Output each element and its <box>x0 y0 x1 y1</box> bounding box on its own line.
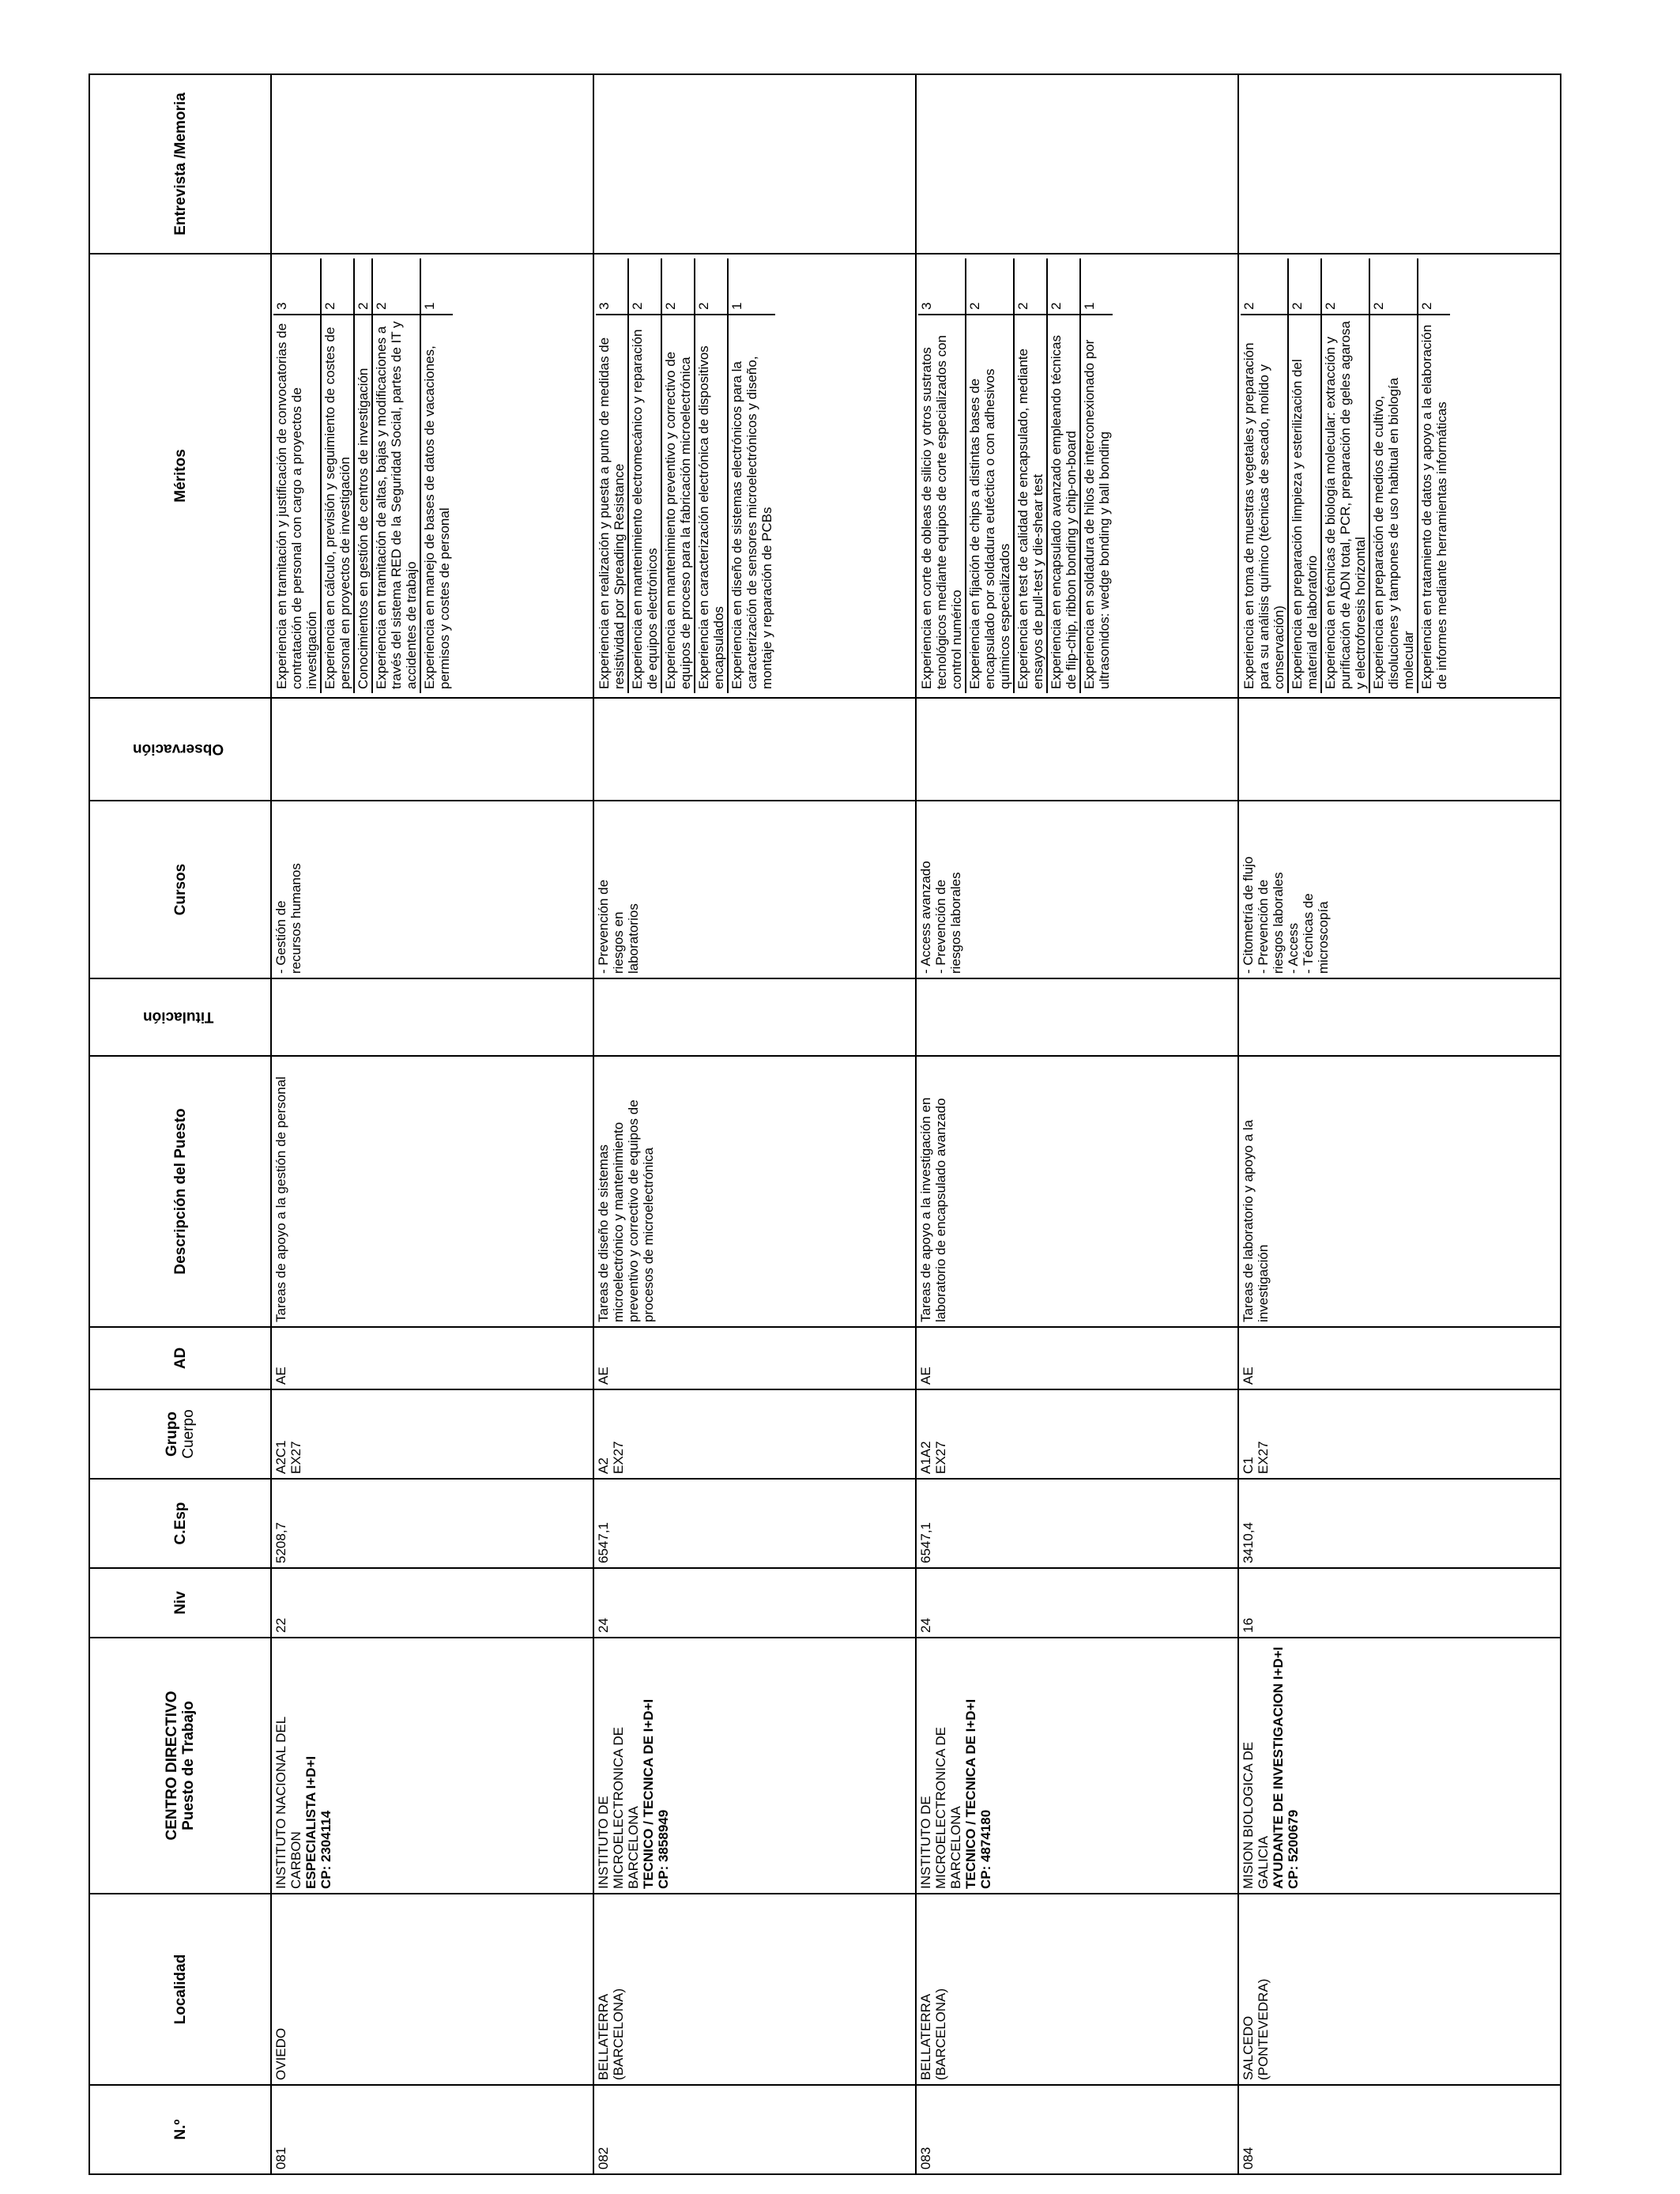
merito-text: Experiencia en tramitación de altas, bajas y modificaciones a través del sistema RED de la Seguridad Social, partes de IT y accidentes de trabajo <box>372 315 420 693</box>
merito-item <box>1080 258 1113 693</box>
cuerpo-value: EX27 <box>611 1441 626 1474</box>
merito-item <box>1369 258 1418 693</box>
table-row <box>271 74 593 2174</box>
merito-text: Experiencia en corte de obleas de silicio y otros sustratos tecnológicos mediante equipos de corte especializados con control numérico <box>918 315 966 693</box>
merito-text: Experiencia en mantenimiento preventivo y correctivo de equipos de proceso para la fabricación microelectrónica <box>661 315 695 693</box>
grupo-cell <box>271 1389 593 1479</box>
localidad-cell <box>916 1894 1238 2085</box>
localidad-line: BELLATERRA <box>596 1993 611 2080</box>
merito-text: Experiencia en preparación de medios de cultivo, disoluciones y tampones de uso habitual en biología molecular <box>1369 315 1418 693</box>
merito-item <box>420 258 453 693</box>
table-body <box>271 74 1561 2174</box>
header-cursos: Cursos <box>89 801 271 978</box>
meritos-cell <box>916 254 1238 698</box>
merito-text: Experiencia en fijación de chips a distintas bases de encapsulado por soldadura eutéctica o con adhesivos químicos especializados <box>966 315 1014 693</box>
curso-line: - Técnicas de <box>1301 893 1316 974</box>
header-cesp: C.Esp <box>89 1479 271 1568</box>
ad-cell: AE <box>593 1327 916 1389</box>
observacion-cell <box>271 698 593 801</box>
merito-text: Experiencia en diseño de sistemas electrónicos para la caracterización de sensores microelectrónicos y diseño, montaje y reparación de PCBs <box>728 315 775 693</box>
titulacion-cell <box>271 978 593 1056</box>
row-number: 081 <box>271 2085 593 2174</box>
localidad-line: OVIEDO <box>273 2027 288 2080</box>
merito-points: 3 <box>596 258 628 315</box>
curso-line: - Gestión de <box>273 900 288 974</box>
header-ad: AD <box>89 1327 271 1389</box>
merito-item <box>966 258 1014 693</box>
centro-line: INSTITUTO DE <box>596 1796 611 1889</box>
curso-line: riesgos en <box>611 911 626 974</box>
entrevista-cell <box>271 74 593 254</box>
entrevista-cell <box>593 74 916 254</box>
merito-text: Experiencia en manejo de bases de datos de vacaciones, permisos y costes de personal <box>420 315 453 693</box>
complemento-cell: 3410,4 <box>1238 1479 1561 1568</box>
grupo-value: C1 <box>1241 1457 1256 1474</box>
centro-cell <box>271 1638 593 1894</box>
header-centro <box>89 1638 271 1894</box>
merito-points: 1 <box>422 302 437 310</box>
localidad-line: (BARCELONA) <box>933 1988 948 2080</box>
centro-line: BARCELONA <box>626 1806 641 1889</box>
merito-item <box>354 258 372 693</box>
merito-item <box>1288 258 1321 693</box>
localidad-line: SALCEDO <box>1241 2015 1256 2080</box>
entrevista-cell <box>1238 74 1561 254</box>
merito-text: Experiencia en cálculo, previsión y seguimiento de costes de personal en proyectos de investigación <box>321 315 354 693</box>
curso-line: laboratorios <box>626 903 641 974</box>
merito-points: 2 <box>661 258 695 315</box>
header-titulacion <box>89 978 271 1056</box>
header-centro-directivo: CENTRO DIRECTIVO <box>164 1691 180 1841</box>
merito-item <box>1321 258 1369 693</box>
centro-line: INSTITUTO DE <box>918 1796 933 1889</box>
merito-text: Experiencia en tramitación y justificación de convocatorias de contratación de personal con cargo a proyectos de investigación <box>273 315 321 693</box>
merito-item <box>628 258 661 693</box>
header-entrevista: Entrevista /Memoria <box>89 74 271 254</box>
header-niv: Niv <box>89 1568 271 1638</box>
curso-line: riesgos laborales <box>1271 872 1286 974</box>
complemento-cell: 6547,1 <box>593 1479 916 1568</box>
observacion-cell <box>1238 698 1561 801</box>
merito-text: Experiencia en caracterización electrónica de dispositivos encapsulados <box>695 315 728 693</box>
grupo-cell <box>916 1389 1238 1479</box>
merito-points: 2 <box>1419 302 1434 310</box>
merito-points: 2 <box>1288 258 1321 315</box>
centro-line: INSTITUTO NACIONAL DEL <box>273 1716 288 1889</box>
table-row <box>1238 74 1561 2174</box>
meritos-list <box>918 258 1113 693</box>
meritos-cell <box>593 254 916 698</box>
merito-points: 2 <box>354 258 372 315</box>
localidad-line: BELLATERRA <box>918 1993 933 2080</box>
centro-line: MICROELECTRONICA DE <box>611 1727 626 1889</box>
meritos-list <box>596 258 775 693</box>
merito-item <box>1241 258 1288 693</box>
table-row <box>916 74 1238 2174</box>
cursos-cell <box>1238 801 1561 978</box>
curso-line: - Citometría de flujo <box>1241 856 1256 974</box>
merito-points: 1 <box>729 302 744 310</box>
localidad-cell <box>593 1894 916 2085</box>
merito-text: Experiencia en mantenimiento electromecánico y reparación de equipos electrónicos <box>628 315 661 693</box>
titulacion-cell <box>593 978 916 1056</box>
header-meritos: Méritos <box>89 254 271 698</box>
localidad-line: (PONTEVEDRA) <box>1256 1978 1271 2080</box>
descripcion-cell: Tareas de apoyo a la investigación en laboratorio de encapsulado avanzado <box>916 1056 1238 1327</box>
nivel-cell: 24 <box>916 1568 1238 1638</box>
ad-cell: AE <box>1238 1327 1561 1389</box>
merito-points: 2 <box>1369 258 1418 315</box>
descripcion-cell: Tareas de apoyo a la gestión de personal <box>271 1056 593 1327</box>
cuerpo-value: EX27 <box>288 1441 303 1474</box>
header-grupo <box>89 1389 271 1479</box>
curso-line: - Prevención de <box>596 879 611 974</box>
curso-line: - Prevención de <box>933 879 948 974</box>
header-grupo-label: Grupo <box>164 1412 180 1457</box>
merito-item <box>728 258 775 693</box>
localidad-line: (BARCELONA) <box>611 1988 626 2080</box>
merito-text: Conocimientos en gestión de centros de investigación <box>354 315 372 693</box>
curso-line: recursos humanos <box>288 863 303 974</box>
header-descripcion: Descripción del Puesto <box>89 1056 271 1327</box>
nivel-cell: 22 <box>271 1568 593 1638</box>
header-num: N.º <box>89 2085 271 2174</box>
complemento-cell: 6547,1 <box>916 1479 1238 1568</box>
nivel-cell: 24 <box>593 1568 916 1638</box>
merito-points: 2 <box>695 258 728 315</box>
centro-line: GALICIA <box>1256 1835 1271 1889</box>
header-row <box>89 74 271 2174</box>
merito-text: Experiencia en soldadura de hilos de interconexionado por ultrasonidos: wedge bonding y ball bonding <box>1080 315 1113 693</box>
centro-cell <box>916 1638 1238 1894</box>
header-localidad: Localidad <box>89 1894 271 2085</box>
merito-item <box>372 258 420 693</box>
merito-points: 2 <box>966 258 1014 315</box>
curso-line: - Prevención de <box>1256 879 1271 974</box>
cursos-cell <box>593 801 916 978</box>
merito-points: 2 <box>1241 258 1288 315</box>
merito-points: 2 <box>372 258 420 315</box>
merito-points: 3 <box>918 258 966 315</box>
merito-points: 2 <box>321 258 354 315</box>
cursos-cell <box>271 801 593 978</box>
merito-text: Experiencia en preparación limpieza y esterilización del material de laboratorio <box>1288 315 1321 693</box>
puesto-title: TECNICO / TECNICA DE I+D+I <box>963 1698 978 1889</box>
header-cuerpo-label: Cuerpo <box>180 1409 197 1459</box>
meritos-cell <box>271 254 593 698</box>
titulacion-cell <box>916 978 1238 1056</box>
puesto-title: ESPECIALISTA I+D+I <box>303 1755 318 1889</box>
curso-line: - Access avanzado <box>918 861 933 974</box>
grupo-value: A1A2 <box>918 1441 933 1474</box>
complemento-cell: 5208,7 <box>271 1479 593 1568</box>
meritos-cell <box>1238 254 1561 698</box>
cuerpo-value: EX27 <box>1256 1441 1271 1474</box>
titulacion-cell <box>1238 978 1561 1056</box>
cursos-cell <box>916 801 1238 978</box>
merito-points: 2 <box>1047 258 1080 315</box>
cp-code: CP: 4874180 <box>978 1809 993 1889</box>
merito-item <box>273 258 321 693</box>
row-number: 082 <box>593 2085 916 2174</box>
cuerpo-value: EX27 <box>933 1441 948 1474</box>
grupo-cell <box>593 1389 916 1479</box>
merito-item <box>1418 258 1450 693</box>
meritos-list <box>273 258 453 693</box>
merito-text: Experiencia en técnicas de biología molecular: extracción y purificación de ADN total, PCR, preparación de geles agarosa y electroforesis horizontal <box>1321 315 1369 693</box>
header-observacion-label: Observación <box>132 741 224 758</box>
merito-item <box>695 258 728 693</box>
header-titulacion-label: Titulación <box>142 1008 214 1026</box>
merito-text: Experiencia en realización y puesta a punto de medidas de resistividad por Spreading Resistance <box>596 315 628 693</box>
centro-line: BARCELONA <box>948 1806 963 1889</box>
localidad-cell <box>1238 1894 1561 2085</box>
centro-cell <box>593 1638 916 1894</box>
merito-item <box>661 258 695 693</box>
localidad-cell <box>271 1894 593 2085</box>
centro-line: MICROELECTRONICA DE <box>933 1727 948 1889</box>
centro-line: CARBON <box>288 1831 303 1889</box>
merito-points: 2 <box>1321 258 1369 315</box>
cp-code: CP: 2304114 <box>318 1810 333 1889</box>
merito-points: 2 <box>628 258 661 315</box>
merito-text: Experiencia en test de calidad de encapsulado, mediante ensayos de pull-test y die-shear test <box>1014 315 1047 693</box>
merito-item <box>596 258 628 693</box>
grupo-value: A2 <box>596 1457 611 1474</box>
merito-text: Experiencia en toma de muestras vegetales y preparación para su análisis químico (técnicas de secado, molido y conservación) <box>1241 315 1288 693</box>
cp-code: CP: 5200679 <box>1286 1809 1301 1889</box>
nivel-cell: 16 <box>1238 1568 1561 1638</box>
merito-item <box>321 258 354 693</box>
observacion-cell <box>916 698 1238 801</box>
observacion-cell <box>593 698 916 801</box>
descripcion-cell: Tareas de laboratorio y apoyo a la investigación <box>1238 1056 1561 1327</box>
puesto-title: TECNICO / TECNICA DE I+D+I <box>641 1698 656 1889</box>
merito-item <box>1047 258 1080 693</box>
merito-text: Experiencia en encapsulado avanzado empleando técnicas de flip-chip, ribbon bonding y chip-on-board <box>1047 315 1080 693</box>
grupo-value: A2C1 <box>273 1440 288 1474</box>
centro-line: MISION BIOLOGICA DE <box>1241 1741 1256 1889</box>
merito-text: Experiencia en tratamiento de datos y apoyo a la elaboración de informes mediante herramientas informáticas <box>1418 315 1450 693</box>
curso-line: riesgos laborales <box>948 872 963 974</box>
row-number: 083 <box>916 2085 1238 2174</box>
puesto-title: AYUDANTE DE INVESTIGACION I+D+I <box>1271 1646 1286 1889</box>
merito-points: 2 <box>1014 258 1047 315</box>
descripcion-cell: Tareas de diseño de sistemas microelectrónico y mantenimiento preventivo y correctivo de equipos de procesos de microelectrónica <box>593 1056 916 1327</box>
merito-item <box>918 258 966 693</box>
vacancy-table <box>89 74 1561 2175</box>
row-number: 084 <box>1238 2085 1561 2174</box>
ad-cell: AE <box>271 1327 593 1389</box>
merito-points: 1 <box>1082 302 1097 310</box>
centro-cell <box>1238 1638 1561 1894</box>
curso-line: microscopía <box>1316 901 1331 974</box>
grupo-cell <box>1238 1389 1561 1479</box>
cp-code: CP: 3858949 <box>656 1809 671 1889</box>
ad-cell: AE <box>916 1327 1238 1389</box>
header-observacion <box>89 698 271 801</box>
table-row <box>593 74 916 2174</box>
entrevista-cell <box>916 74 1238 254</box>
merito-points: 3 <box>273 258 321 315</box>
curso-line: - Access <box>1286 922 1301 974</box>
merito-item <box>1014 258 1047 693</box>
header-puesto: Puesto de Trabajo <box>180 1701 197 1830</box>
meritos-list <box>1241 258 1450 693</box>
